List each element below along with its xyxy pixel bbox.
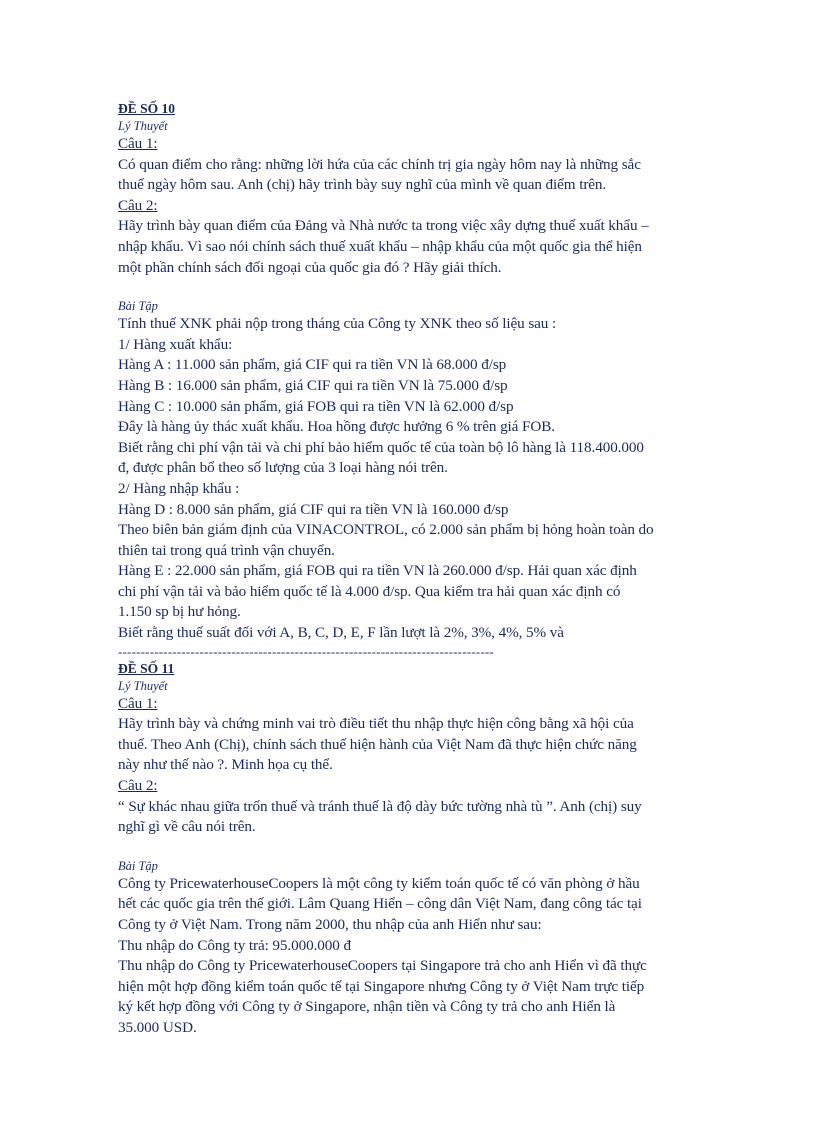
exam-10-title: ĐỀ SỐ 10 [118,101,176,116]
document-content [118,100,698,1039]
exam-11-question-1-line: thuế. Theo Anh (Chị), chính sách thuế hiện hành của Việt Nam đã thực hiện chức năng [118,735,637,753]
exam-10-exercise-line: Đây là hàng ủy thác xuất khẩu. Hoa hồng được hưởng 6 % trên giá FOB. [118,418,555,436]
exam-10-exercise-line: Theo biên bản giám định của VINACONTROL, có 2.000 sản phẩm bị hỏng hoàn toàn do [118,521,654,539]
exam-10-exercise-line: 1.150 sp bị hư hỏng. [118,603,241,621]
exam-10-exercise-line: Hàng C : 10.000 sản phẩm, giá FOB qui ra tiền VN là 62.000 đ/sp [118,397,514,415]
exam-10-exercise-line: Biết rằng chi phí vận tải và chi phí bảo hiểm quốc tế của toàn bộ lô hàng là 118.400.000 [118,438,644,456]
exam-11-exercise-line: ký kết hợp đồng với Công ty ở Singapore, nhận tiền và Công ty trả cho anh Hiển là [118,998,616,1016]
exam-10-exercise-line: 2/ Hàng nhập khẩu : [118,479,240,497]
exam-11-question-2-line: nghĩ gì về câu nói trên. [118,818,256,836]
exam-11-theory-label: Lý Thuyết [118,678,168,693]
exam-10-exercise-label: Bài Tập [118,299,158,314]
exam-10-question-1-line: Có quan điểm cho rằng: những lời hứa của các chính trị gia ngày hôm nay là những sắc [118,155,641,173]
exam-11-exercise-line: Thu nhập do Công ty PricewaterhouseCoopers tại Singapore trả cho anh Hiển vì đã thực [118,957,647,975]
exam-11-exercise-line: hết các quốc gia trên thế giới. Lâm Quang Hiển – công dân Việt Nam, đang công tác tại [118,895,642,913]
exam-11-title: ĐỀ SỐ 11 [118,660,175,676]
exam-11-exercise-line: Thu nhập do Công ty trả: 95.000.000 đ [118,936,351,954]
exam-10-exercise-line: chi phí vận tải và bảo hiểm quốc tế là 4.000 đ/sp. Qua kiểm tra hải quan xác định có [118,582,621,600]
section-separator: ----------------------------------------------------------------------------------- [118,643,494,659]
exam-10-theory-label: Lý Thuyết [118,119,168,133]
exam-10-question-1-line: thuế ngày hôm sau. Anh (chị) hãy trình bày suy nghĩ của mình về quan điểm trên. [118,176,607,194]
exam-10-question-2-line: nhập khẩu. Vì sao nói chính sách thuế xuất khẩu – nhập khẩu của một quốc gia thể hiện [118,237,642,255]
exam-11-question-1-line: này như thế nào ?. Minh họa cụ thể. [118,756,333,774]
exam-10-question-2-line: Hãy trình bày quan điểm của Đảng và Nhà nước ta trong việc xây dựng thuế xuất khẩu – [118,217,649,235]
exam-11-exercise-line: hiện một hợp đồng kiểm toán quốc tế tại Singapore nhưng Công ty ở Việt Nam trực tiếp [118,977,645,995]
exam-11-question-1-line: Hãy trình bày và chứng minh vai trò điều tiết thu nhập thực hiện công bằng xã hội của [118,715,634,733]
exam-11-question-2-label: Câu 2: [118,777,158,795]
exam-10-exercise-line: thiên tai trong quá trình vận chuyển. [118,541,335,559]
exam-11-question-2-line: “ Sự khác nhau giữa trốn thuế và tránh thuế là độ dày bức tường nhà tù ”. Anh (chị) suy [118,797,642,815]
exam-10-question-1-label: Câu 1: [118,135,158,152]
exam-11-exercise-line: Công ty PricewaterhouseCoopers là một công ty kiểm toán quốc tế có văn phòng ở hầu [118,874,640,892]
exam-10-exercise-line: 1/ Hàng xuất khẩu: [118,335,233,353]
exam-11-question-1-label: Câu 1: [118,694,158,712]
exam-10-question-2-label: Câu 2: [118,196,158,214]
exam-10-exercise-line: Biết rằng thuế suất đối với A, B, C, D, E, F lần lượt là 2%, 3%, 4%, 5% và [118,624,564,642]
exam-10-question-2-line: một phần chính sách đối ngoại của quốc gia đó ? Hãy giải thích. [118,258,502,276]
exam-10-exercise-line: đ, được phân bổ theo số lượng của 3 loại hàng nói trên. [118,459,448,477]
exam-10-exercise-line: Hàng A : 11.000 sản phẩm, giá CIF qui ra tiền VN là 68.000 đ/sp [118,356,507,374]
exam-11-exercise-label: Bài Tập [118,858,158,873]
exam-11-exercise-line: 35.000 USD. [118,1018,197,1036]
exam-10-exercise-line: Hàng E : 22.000 sản phẩm, giá FOB qui ra tiền VN là 260.000 đ/sp. Hải quan xác định [118,562,637,580]
exam-10-exercise-line: Hàng D : 8.000 sản phẩm, giá CIF qui ra tiền VN là 160.000 đ/sp [118,500,509,518]
exam-10-exercise-line: Hàng B : 16.000 sản phẩm, giá CIF qui ra tiền VN là 75.000 đ/sp [118,376,508,394]
exam-11-exercise-line: Công ty ở Việt Nam. Trong năm 2000, thu nhập của anh Hiển như sau: [118,916,542,933]
exam-10-exercise-line: Tính thuế XNK phải nộp trong tháng của Công ty XNK theo số liệu sau : [118,315,557,333]
